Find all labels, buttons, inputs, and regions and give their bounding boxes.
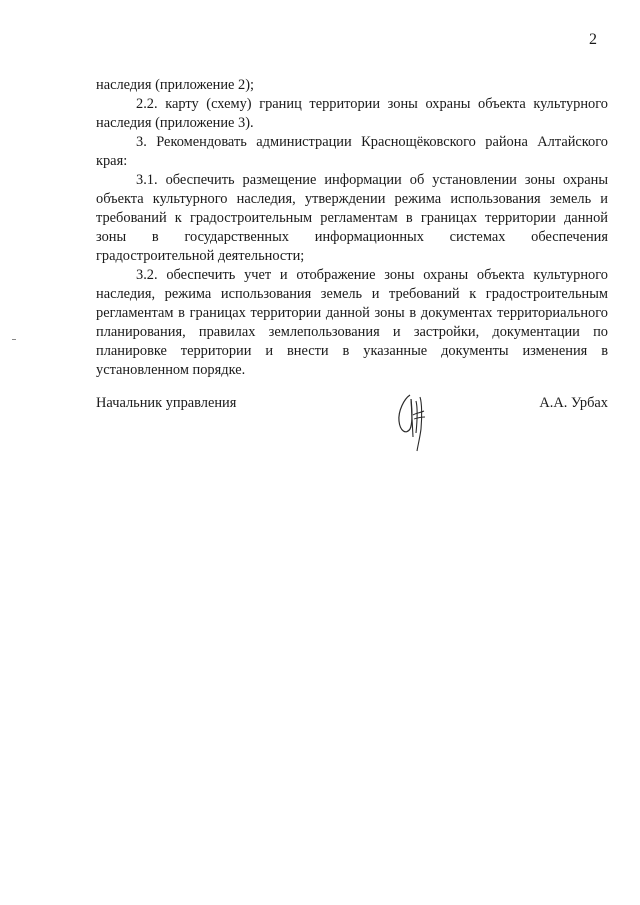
paragraph-3-1: 3.1. обеспечить размещение информации об установлении зоны охраны объекта культурного наследия, утверждении режима использования земель и требований к градостроительным регламентам в границах территории данной зоны в государственных информационных системах обеспечения градостроительной деятельности; [96, 172, 608, 264]
handwritten-signature [394, 389, 430, 453]
signatory-name: А.А. Урбах [539, 395, 608, 411]
signatory-title: Начальник управления [96, 395, 237, 411]
page-number: 2 [589, 31, 597, 48]
paragraph-3-2: 3.2. обеспечить учет и отображение зоны охраны объекта культурного наследия, режима использования земель и требований к градостроительным регламентам в границах территории данной зоны в документах территориального планирования, правилах землепользования и застройки, документации по планировке территории и внести в указанные документы изменения в установленном порядке. [96, 267, 608, 378]
paragraph-continuation: наследия (приложение 2); [96, 77, 255, 93]
paragraph-3: 3. Рекомендовать администрации Краснощёковского района Алтайского края: [96, 134, 608, 169]
margin-mark [12, 339, 16, 340]
signature-block [96, 393, 608, 463]
paragraph-2-2: 2.2. карту (схему) границ территории зоны охраны объекта культурного наследия (приложение 3). [96, 96, 608, 131]
document-body [96, 76, 608, 380]
